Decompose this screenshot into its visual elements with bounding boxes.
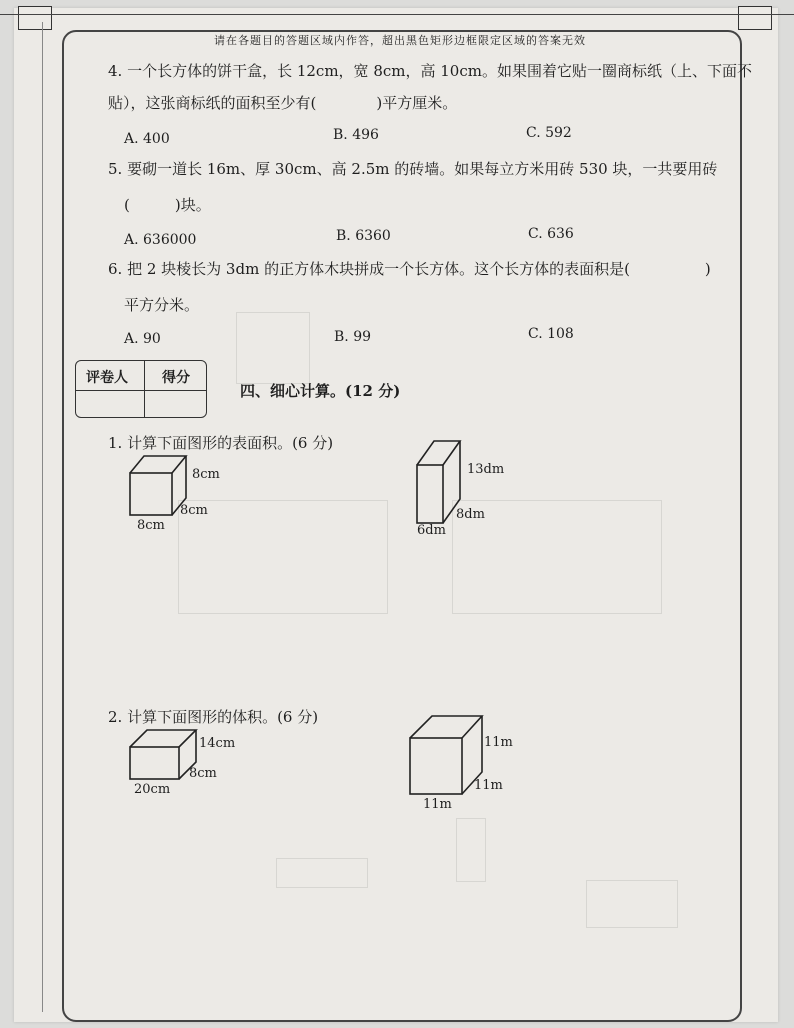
- figure-1-height-label: 8cm: [192, 467, 220, 482]
- bleed-through-box: [178, 500, 388, 614]
- question-4-line-2: 贴），这张商标纸的面积至少有( )平方厘米。: [108, 94, 458, 112]
- section-4-title: 四、细心计算。(12 分): [240, 382, 401, 400]
- question-4-option-c[interactable]: C. 592: [526, 125, 572, 141]
- figure-4-width-label: 11m: [474, 778, 503, 793]
- figure-2-height-label: 13dm: [467, 462, 505, 477]
- score-box-rule: [76, 390, 206, 391]
- binding-margin-line: [42, 22, 43, 1012]
- question-4-option-a[interactable]: A. 400: [124, 131, 170, 147]
- figure-1-length-label: 8cm: [137, 518, 165, 533]
- score-box-divider: [144, 361, 145, 417]
- bleed-through-box: [276, 858, 368, 888]
- question-6-line-2: 平方分米。: [124, 296, 200, 314]
- figure-4-height-label: 11m: [484, 735, 513, 750]
- corner-mark-right: [738, 6, 772, 30]
- grader-label: 评卷人: [86, 370, 128, 386]
- question-5-option-b[interactable]: B. 6360: [336, 228, 391, 244]
- task-2-prompt: 2. 计算下面图形的体积。(6 分): [108, 708, 319, 726]
- bleed-through-box: [236, 312, 310, 384]
- question-6-option-b[interactable]: B. 99: [334, 329, 372, 345]
- bleed-through-box: [456, 818, 486, 882]
- question-6-option-a[interactable]: A. 90: [124, 331, 161, 347]
- question-5-option-c[interactable]: C. 636: [528, 226, 574, 242]
- question-4-line-1: 4. 一个长方体的饼干盒，长 12cm，宽 8cm，高 10cm。如果围着它贴一圈商标纸（上、下面不: [108, 62, 752, 80]
- score-box: [75, 360, 207, 418]
- question-6-option-c[interactable]: C. 108: [528, 326, 574, 342]
- answer-area-banner: 请在各题目的答题区域内作答，超出黑色矩形边框限定区域的答案无效: [214, 34, 586, 47]
- bleed-through-box: [586, 880, 678, 928]
- corner-mark-left: [18, 6, 52, 30]
- figure-4-length-label: 11m: [423, 797, 452, 812]
- figure-2-length-label: 6dm: [417, 523, 446, 538]
- score-label: 得分: [162, 370, 190, 386]
- question-6-line-1: 6. 把 2 块棱长为 3dm 的正方体木块拼成一个长方体。这个长方体的表面积是( ): [108, 260, 711, 278]
- header-rule: [0, 14, 794, 15]
- question-4-option-b[interactable]: B. 496: [333, 127, 379, 143]
- figure-3-height-label: 14cm: [199, 736, 236, 751]
- task-1-prompt: 1. 计算下面图形的表面积。(6 分): [108, 434, 334, 452]
- figure-2-width-label: 8dm: [456, 507, 485, 522]
- figure-1-width-label: 8cm: [180, 503, 208, 518]
- question-5-line-1: 5. 要砌一道长 16m、厚 30cm、高 2.5m 的砖墙。如果每立方米用砖 530 块，一共要用砖: [108, 160, 718, 178]
- question-5-line-2: ( )块。: [124, 196, 211, 214]
- figure-3-width-label: 8cm: [189, 766, 217, 781]
- figure-3-length-label: 20cm: [134, 782, 171, 797]
- question-5-option-a[interactable]: A. 636000: [124, 232, 197, 248]
